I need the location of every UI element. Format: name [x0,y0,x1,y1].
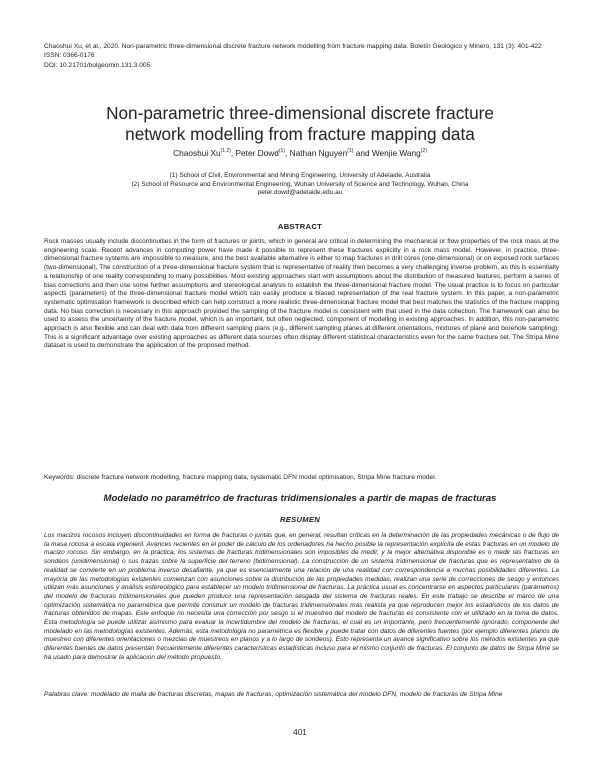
affiliation-1: (1) School of Civil, Environmental and Mining Engineering, University of Adelaide, Australia [169,172,431,179]
spanish-title: Modelado no paramétrico de fracturas tridimensionales a partir de mapas de fracturas [103,493,497,504]
author-name: , Nathan Nguyen [285,148,348,158]
citation-line: Chaoshui Xu, et al., 2020. Non-parametric three-dimensional discrete fracture network modelling from fracture mapping data. Boletín Geológico y Minero, 131 (3): 401-422 [44,43,542,50]
author-affiliation-mark: (1) [347,148,354,155]
contact-email: peter.dowd@adelaide.edu.au [257,189,343,197]
citation-header [44,42,564,70]
resumen-heading: RESUMEN [279,515,321,524]
abstract-body: Rock masses usually include discontinuities in the form of fractures or joints, which in general are critical in determining the mechanical or flow properties of the rock mass at the engineering scale. Recent advances in computing power have made it possible to represent these fractures explicitly in a rock mass model. However, in practice, three-dimensional fracture systems are impossible to measure, and the best available alternative is either to map fractures in drill cores (one-dimensional) or on exposed rock surfaces (two-dimensional). The construction of a three-dimensional fracture system that is representative of reality then becomes a very challenging inverse problem, as this is essentially a relationship of one reality corresponding to many possibilities. Most existing approaches start with assumptions about the distribution of measured features, perform a series of bias corrections and then use some further assumptions and stereological analysis to establish the three-dimensional fracture model. The usual practice is to focus on particular aspects (parameters) of the three-dimensional fracture model which can easily produce a biased representation of the real fracture system. In this paper, a non-parametric systematic optimisation framework is described which can help construct a more realistic three-dimensional fracture model that best matches the statistics of the fracture mapping data. No bias correction is necessary in this approach provided the sampling of the fracture model is consistent with that used in the data collection. The framework can also be used to assess the uncertainty of the fracture model, which is an important, but often neglected, component of modelling in existing approaches. In addition, this non-parametric approach is also flexible and can deal with data from different sampling plans (e.g., different sampling planes at different orientations, mixtures of plane and borehole sampling). This is a significant advantage over existing approaches as different data sources often display different statistical characteristics even for the same fracture set. The Stripa Mine dataset is used to demonstrate the application of the proposed method. [44,238,559,350]
title-line-1: Non-parametric three-dimensional discrete fracture [106,102,494,123]
paper-title [40,103,560,146]
resumen-body: Los macizos rocosos incluyen discontinuidades en forma de fracturas o juntas que, en general, resultan críticas en la determinación de las propiedades mecánicas o de flujo de la masa rocosa a escala ingenieril. Avances recientes en el poder de cálculo de los ordenadores ha hecho posible la representación explícita de estas fracturas en un modelo de macizo rocoso. Sin embargo, en la práctica, los sistemas de fracturas tridimensionales son imposibles de medir, y la mejor alternativa disponible es o medir las fracturas en sondeos (unidimensional) o sus trazas sobre la superficie del terreno (bidimensional). La construcción de un sistema tridimensional de fracturas que es representativo de la realidad se convierte en un problema inverso desafiante, ya que es esencialmente una relación de una realidad con correspondencia a muchas posibilidades diferentes. La mayoría de las metodologías existentes comienzan con asunciones sobre la distribución de las propiedades medidas, realizan una serie de correcciones de sesgo y entonces utilizan más asunciones y análisis estereológico para establecer un modelo tridimensional de fracturas. La práctica usual es concentrarse en aspectos particulares (parámetros) del modelo de fracturas tridimensionales que pueden producir una representación sesgada del sistema de fracturas reales. En este trabajo se describe el marco de una optimización sistemática no paramétrica que permite construir un modelo de fracturas tridimensionales más realista ya que reproducen mejor los estadísticos de los datos de fracturas obtenidos de mapas. Este enfoque no necesita una corrección por sesgo si el muestreo del modelo de fracturas es consistente con el utilizado en la toma de datos. Esta metodología se puede utilizar asimismo para evaluar la incertidumbre del modelo de fracturas, el cual es un importante, pero frecuentemente ignorado, componente del modelado en las metodologías existentes. Además, esta metodología no paramétrica es flexible y puede tratar con datos de diferentes fuentes (por ejemplo diferentes planos de muestreo con diferentes orientaciones o mezclas de muestreos en planos y a lo largo de sondeos). Esto representa un avance significativo sobre los métodos existentes ya que diferentes fuentes de datos presentan frecuentemente diferentes características estadísticas incluso para el mismo conjunto de fracturas. El conjunto de datos de Stripa Mine se ha usado para demostrar la aplicación del método propuesto. [44,532,559,661]
keywords: Keywords: discrete fracture network modelling, fracture mapping data, systematic DFN model optimisation, Stripa Mine fracture model. [44,474,437,481]
page-number: 401 [293,728,307,737]
author-list [40,148,560,158]
author-affiliation-mark: (1,2) [220,148,231,155]
affiliation-2: (2) School of Resource and Environmental Engineering, Wuhan University of Science and Technology, Wuhan, China [131,180,469,188]
author-name: Chaoshui Xu [173,148,221,158]
issn-line: ISSN: 0366-0176 [44,52,95,60]
affiliations [40,172,560,198]
palabras-clave: Palabras clave: modelado de malla de fracturas discretas, mapas de fracturas, optimización sistemática del modelo DFN, modelo de fracturas de Stripa Mine [44,691,503,698]
author-name: , Peter Dowd [230,148,279,158]
author-affiliation-mark: (1) [278,148,285,155]
author-name: and Wenjie Wang [353,148,421,158]
doi-line: DOI: 10.21701/bolgeomin.131.3.005 [44,61,151,69]
abstract-heading: ABSTRACT [277,222,323,231]
title-line-2: network modelling from fracture mapping data [125,124,475,145]
author-affiliation-mark: (2) [420,148,427,155]
